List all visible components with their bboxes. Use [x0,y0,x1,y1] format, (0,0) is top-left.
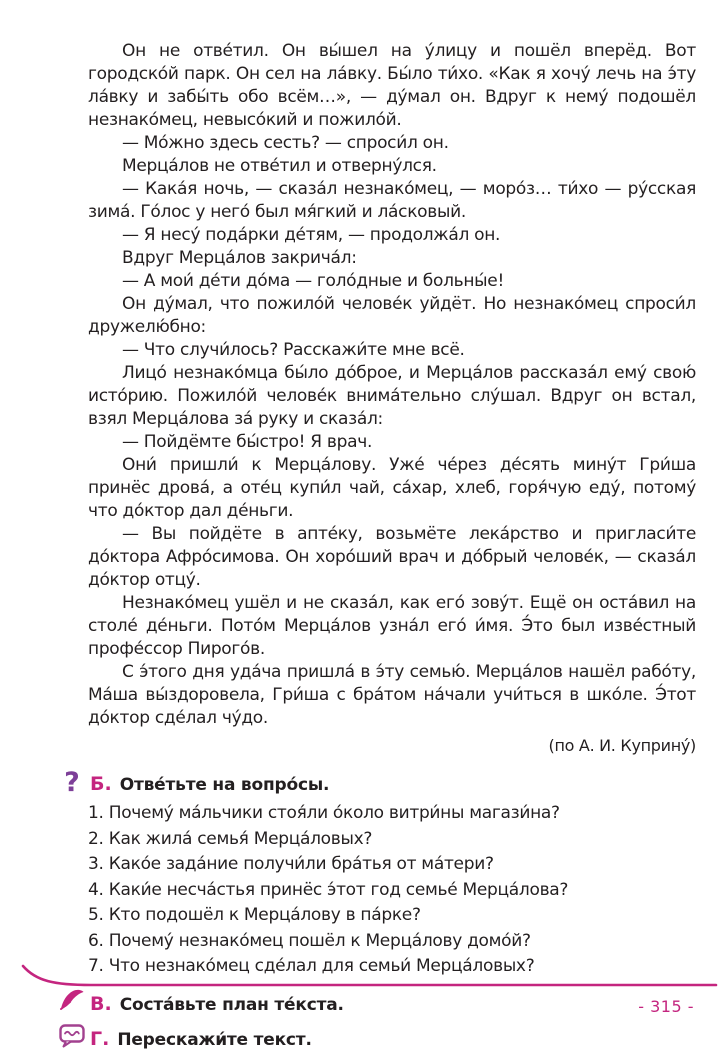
task-g-label: Перескажи́те текст. [117,1029,312,1050]
task-g-letter: Г. [90,1027,110,1050]
page-content [64,40,696,1050]
story-paragraph: — А мои́ де́ти до́ма — голо́дные и больны́е! [122,271,504,291]
story-paragraph: Мерца́лов не отве́тил и отверну́лся. [122,156,437,176]
question-item: 1. Почему́ ма́льчики стоя́ли о́коло витри́ны магази́на? [88,803,560,823]
task-g-header [88,1028,696,1050]
story-paragraph: Незнако́мец ушёл и не сказа́л, как его́ зову́т. Ещё он оста́вил на столе́ де́ньги. Пото́м Мерца́лов узна́л его́ и́мя. Э́то был изве́стный профе́ссор Пирого́в. [88,593,696,659]
question-mark-icon: ? [64,767,80,798]
story-paragraph: Он ду́мал, что пожило́й челове́к уйдёт. Но незнако́мец спроси́л дружелю́бно: [88,294,696,337]
question-item: 2. Как жила́ семья́ Мерца́ловых? [88,828,373,849]
question-list [88,801,696,980]
question-item: 6. Почему́ незнако́мец пошёл к Мерца́лову домо́й? [88,930,531,951]
story-paragraph: Он не отве́тил. Он вы́шел на у́лицу и пошёл вперёд. Вот городско́й парк. Он сел на ла́вку. Бы́ло ти́хо. «Как я хочу́ лечь на э́ту ла́вку и забы́ть обо всём…», — ду́мал он. Вдруг к нему́ подошёл незнако́мец, невысо́кий и пожило́й. [88,41,696,130]
footer-swoosh-line [6,962,718,990]
story-paragraph: — Что случи́лось? Расскажи́те мне всё. [122,340,465,360]
speech-bubble-icon [58,1024,86,1052]
story-attribution: (по А. И. Куприну́) [548,736,696,755]
task-v-letter: В. [90,992,112,1015]
question-item: 7. Что незнако́мец сде́лал для семьи́ Мерца́ловых? [88,956,535,976]
question-item: 5. Кто подошёл к Мерца́лову в па́рке? [88,905,421,925]
story-paragraph: С э́того дня уда́ча пришла́ в э́ту семью́. Мерца́лов нашёл рабо́ту, Ма́ша вы́здоровела, Гри́ша с бра́том на́чали учи́ться в шко́ле. Э́тот до́ктор сде́лал чу́до. [88,662,696,728]
story-paragraph: — Мо́жно здесь сесть? — спроси́л он. [122,133,449,153]
tail-tasks [88,993,696,1050]
story-paragraph: — Кака́я ночь, — сказа́л незнако́мец, — моро́з… ти́хо — ру́сская зима́. Го́лос у него́ был мя́гкий и ла́сковый. [88,179,696,222]
story-paragraph: — Вы пойдёте в апте́ку, возьмёте лека́рство и пригласи́те до́ктора Афро́симова. Он хоро́ший врач и до́брый челове́к, — сказа́л до́ктор отцу́. [88,524,696,590]
task-b-letter: Б. [90,773,112,795]
task-v-header [88,993,696,1015]
task-b-header [64,767,696,798]
task-b-label: Отве́тьте на вопро́сы. [119,775,330,795]
question-item: 4. Каки́е несча́стья принёс э́тот год семье́ Мерца́лова? [88,879,569,900]
question-item: 3. Како́е зада́ние получи́ли бра́тья от ма́тери? [88,854,494,874]
task-v-label: Соста́вьте план те́кста. [119,994,344,1015]
story-paragraph: Лицо́ незнако́мца бы́ло до́брое, и Мерца́лов рассказа́л ему́ свою́ исто́рию. Пожило́й челове́к внима́тельно слу́шал. Вдруг он встал, взял Мерца́лова за́ руку и сказа́л: [88,363,696,429]
story-paragraph: — Я несу́ пода́рки де́тям, — продолжа́л он. [122,225,501,245]
story-paragraph: Вдруг Мерца́лов закрича́л: [122,248,357,268]
story-paragraph: — Пойдёмте бы́стро! Я врач. [122,432,373,452]
story-text [88,40,696,757]
quill-pen-icon [58,989,86,1015]
story-paragraph: Они́ пришли́ к Мерца́лову. Уже́ че́рез де́сять мину́т Гри́ша принёс дрова́, а оте́ц купи́л чай, са́хар, хлеб, горя́чую еду́, потому́ что до́ктор дал де́ньги. [88,455,696,521]
page-number: - 315 - [638,997,694,1016]
